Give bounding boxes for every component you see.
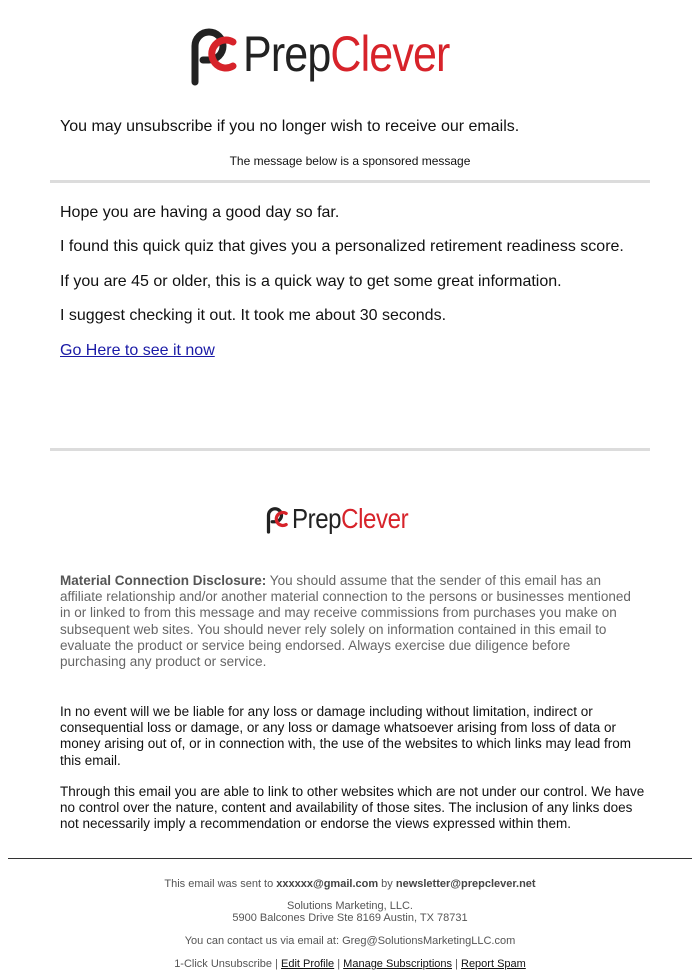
footer-separator: | [452, 958, 461, 970]
divider-top [50, 180, 650, 183]
brand-logo [181, 14, 483, 94]
message-paragraph-3: If you are 45 or older, this is a quick way to get some great information. [60, 273, 562, 290]
message-paragraph-2: I found this quick quiz that gives you a personalized retirement readiness score. [60, 238, 624, 255]
cta-link[interactable]: Go Here to see it now [60, 342, 215, 359]
disclosure-label: Material Connection Disclosure: [60, 573, 267, 588]
brand-wordmark [243, 26, 450, 82]
footer-sender: newsletter@prepclever.net [395, 878, 536, 890]
prepclever-logo-icon [181, 22, 237, 86]
prepclever-logo-icon-small [262, 504, 288, 534]
disclosure-text: You should assume that the sender of this email has an affiliate relationship and/or another material connection to the persons or businesses mentioned in or linked to from this message and may receive commissions from purchases you make on subsequent web sites. You should never rely solely on information contained in this email to evaluate the product or service being endorsed. Always exercise due diligence before purchasing any product or service. [60, 573, 631, 670]
manage-subscriptions-link[interactable]: Manage Subscriptions [343, 958, 453, 970]
footer-contact: You can contact us via email at: Greg@SolutionsMarketingLLC.com [184, 935, 516, 947]
footer-address: 5900 Balcones Drive Ste 8169 Austin, TX 78731 [232, 912, 468, 924]
external-links-paragraph: Through this email you are able to link to other websites which are not under our control. We have no control over the nature, content and availability of those sites. The inclusion of any links does not necessarily imply a recommendation or endorse the views expressed within them. [60, 784, 645, 832]
brand-name-part2: Clever [330, 26, 450, 82]
footer-separator: | [272, 958, 281, 970]
footer-links [0, 958, 700, 970]
brand-name-part2-small: Clever [341, 503, 409, 534]
footer-recipient: xxxxxx@gmail.com [276, 878, 379, 890]
divider-bottom [50, 448, 650, 451]
footer-separator: | [334, 958, 344, 970]
footer-company: Solutions Marketing, LLC. [287, 900, 413, 912]
brand-wordmark-small [292, 505, 408, 533]
footer-unsubscribe[interactable]: 1-Click Unsubscribe [174, 958, 272, 970]
edit-profile-link[interactable]: Edit Profile [280, 958, 335, 970]
brand-logo-small [262, 500, 427, 538]
footer-sent-to [0, 878, 700, 890]
message-paragraph-4: I suggest checking it out. It took me about 30 seconds. [60, 307, 447, 324]
report-spam-link[interactable]: Report Spam [461, 958, 526, 970]
material-disclosure [60, 573, 640, 670]
footer-sent-prefix: This email was sent to [164, 878, 277, 890]
unsubscribe-note: You may unsubscribe if you no longer wish to receive our emails. [60, 118, 520, 135]
brand-name-part1-small: Prep [292, 503, 342, 534]
message-paragraph-1: Hope you are having a good day so far. [60, 204, 340, 221]
sponsored-note: The message below is a sponsored message [229, 154, 471, 168]
liability-paragraph: In no event will we be liable for any loss or damage including without limitation, indirect or consequential loss or damage, or any loss or damage whatsoever arising from loss of data or money arising out of, or in connection with, the use of the websites to which links may lead from this email. [60, 704, 632, 768]
footer-divider [8, 858, 692, 859]
brand-name-part1: Prep [243, 26, 331, 82]
footer-sent-by: by [378, 878, 396, 890]
